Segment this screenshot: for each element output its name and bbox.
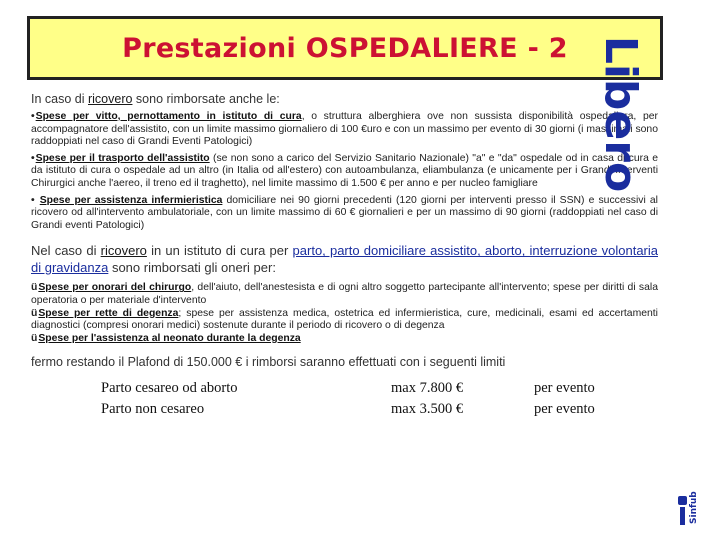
page-title: Prestazioni OSPEDALIERE - 2 [122,32,568,64]
list-item: • Spese per assistenza infermieristica domiciliare nei 90 giorni precedenti (120 giorni per interventi presso il SSN) e successivi al ricovero od all'intervento ambulatoriale, con un limite massimo di 60 € giornalieri e per un massimo di 90 giorni (raddoppiati nel caso di Grandi eventi Patologici) [31,194,658,231]
checkmark-icon: ü [31,307,38,319]
second-paragraph: Nel caso di ricovero in un istituto di cura per parto, parto domiciliare assistito, aborto, interruzione volontaria di gravidanza sono rimborsati gli oneri per: [31,243,658,276]
table-row [101,380,634,401]
check-heading: Spese per rette di degenza [38,307,179,319]
table-row [101,401,634,422]
row-label: Parto cesareo od aborto [101,380,238,397]
plafond-text: fermo restando il Plafond di 150.000 € i rimborsi saranno effettuati con i seguenti limiti [31,355,506,370]
item-heading: Spese per assistenza infermieristica [39,194,223,206]
item-heading: Spese per il trasporto dell'assistito [35,152,210,164]
row-amount: max 7.800 € [391,380,464,397]
libero-text: Libero [595,35,646,193]
check-heading: Spese per l'assistenza al neonato durante la degenza [38,332,301,344]
ricovero-link[interactable]: ricovero [87,92,133,106]
row-amount: max 3.500 € [391,401,464,418]
check-heading: Spese per onorari del chirurgo [38,282,192,294]
libero-side-label [595,35,714,408]
check-item: üSpese per rette di degenza; spese per assistenza medica, ostetrica ed infermieristica, cure, medicinali, esami ed accertamenti diagnostici (compresi onorari medici) sostenute durante il periodo di ricovero o di degenza [31,307,658,332]
childbirth-link[interactable]: parto, parto domiciliare assistito, aborto, interruzione volontaria di gravidanza [31,243,658,276]
ricovero-link-2[interactable]: ricovero [100,243,147,259]
logo-bar-icon [680,507,685,525]
item-heading: Spese per vitto, pernottamento in istituto di cura [35,111,302,122]
sinfub-logo [674,491,712,528]
title-box [27,16,663,80]
check-item [31,333,658,346]
row-label: Parto non cesareo [101,401,205,418]
checkmark-icon: ü [31,332,38,344]
logo-text: Sinfub [689,491,699,524]
checkmark-icon: ü [31,282,38,294]
check-item: üSpese per onorari del chirurgo, dell'aiuto, dell'anestesista e di ogni altro soggetto partecipante all'intervento; spese per diritti di sala operatoria o per materiale d'intervento [31,282,658,306]
row-unit: per evento [534,401,595,418]
limits-table [101,380,634,422]
list-item: •Spese per vitto, pernottamento in istituto di cura, o struttura alberghiera ove non sussista disponibilità ospedaliera, per accompagnatore dell'assistito, con un limite massimo giornaliero di 100 €uro e con un massimo per evento di 30 giorni (i massimali sono raddoppiati nel caso di Grandi Eventi Patologici) [31,111,658,148]
logo-mark-icon [678,496,687,505]
list-item: •Spese per il trasporto dell'assistito (se non sono a carico del Servizio Sanitario Nazionale) "a" e "da" ospedale od in casa di cura e da istituto di cura o ospedale ad un altro (in Italia od all'estero) con autoambulanza, eliambulanza (e unicamente per i Grandi Interventi Chirurgici anche l'aereo, il treno ed il traghetto), nel limite massimo di 1.500 € per anno e per nucleo famigliare [31,152,658,189]
row-unit: per evento [534,380,595,397]
main-content [31,92,658,422]
intro-paragraph: In caso di ricovero sono rimborsate anche le: [31,92,280,106]
